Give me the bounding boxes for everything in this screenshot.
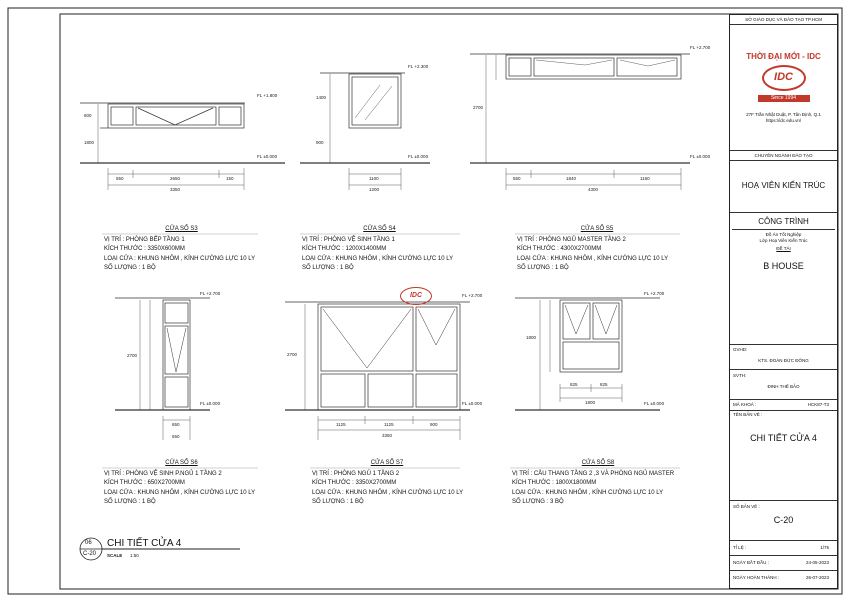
window-s8-elevation xyxy=(515,298,660,410)
tb-course xyxy=(730,400,837,411)
s4-dim-v3: 900 xyxy=(316,140,324,145)
spec-s5 xyxy=(517,225,677,274)
tb-finish-label: NGÀY HOÀN THÀNH : xyxy=(733,575,780,580)
s7-dim-3: 900 xyxy=(430,422,438,427)
tb-course-code: HCK87-T3 xyxy=(807,402,829,407)
spec-s7-location: VỊ TRÍ : PHÒNG NGỦ 1 TẦNG 2 xyxy=(312,470,400,477)
spec-s7 xyxy=(312,459,462,508)
tb-course-label: MÃ KHOÁ : xyxy=(733,402,757,407)
tb-scale-value: 1/75 xyxy=(820,545,829,550)
tb-program: HOẠ VIÊN KIẾN TRÚC xyxy=(730,161,837,213)
tb-project-line2: Lớp Hoạ Viên Kiến Trúc xyxy=(759,238,808,243)
spec-s3-title: CỬA SỔ S3 xyxy=(165,226,198,232)
window-s4-elevation xyxy=(300,73,430,190)
s8-dim-total: 1800 xyxy=(585,400,596,405)
s3-dim-3: 150 xyxy=(226,176,234,181)
s8-dim-v2: 1800 xyxy=(526,335,537,340)
spec-s7-qty: SỐ LƯỢNG : 1 BỘ xyxy=(312,499,364,505)
tb-sheet-name-label: TÊN BẢN VẼ : xyxy=(733,412,763,417)
spec-s8-title: CỬA SỔ S8 xyxy=(581,460,615,466)
spec-s6-size: KÍCH THƯỚC : 650X2700MM xyxy=(104,480,185,486)
s3-level-bottom: FL ±0.000 xyxy=(257,154,278,159)
tb-svth-label: SVTH: xyxy=(733,373,747,378)
spec-s3-qty: SỐ LƯỢNG : 1 BỘ xyxy=(104,265,156,271)
s7-dim-2: 1125 xyxy=(384,422,394,427)
tb-address: 27F Trần Nhật Duật, P. Tân Định, Q.1 xyxy=(746,112,821,117)
tb-project-line1: Đồ Án Tốt Nghiệp xyxy=(765,232,802,237)
s8-dim-2: 825 xyxy=(600,382,608,387)
tb-sheet-no-value: C-20 xyxy=(773,515,794,525)
spec-s8-size: KÍCH THƯỚC : 1800X1800MM xyxy=(512,480,597,486)
tb-topic: B HOUSE xyxy=(763,261,804,271)
tb-svth xyxy=(730,370,837,400)
tb-sheet-name xyxy=(730,411,837,501)
tb-project xyxy=(730,213,837,345)
tb-gvhd-name: KTS. ĐOÀN ĐỨC ĐÔNG xyxy=(758,358,809,363)
s3-dim-total: 3350 xyxy=(170,187,181,192)
spec-s6-type: LOẠI CỬA : KHUNG NHÔM , KÍNH CƯỜNG LỰC 10 LY xyxy=(104,489,256,496)
tb-since: Since 1994 xyxy=(758,95,810,102)
tb-sheet-name-value: CHI TIẾT CỬA 4 xyxy=(750,433,817,443)
s8-level-top: FL +2.700 xyxy=(644,291,665,296)
s8-dim-1: 825 xyxy=(570,382,578,387)
spec-s4-title: CỬA SỔ S4 xyxy=(363,226,396,232)
s3-dim-2: 2650 xyxy=(170,176,181,181)
s7-dim-1: 1125 xyxy=(336,422,346,427)
spec-s6-location: VỊ TRÍ : PHÒNG VỆ SINH P.NGỦ 1 TẦNG 2 xyxy=(104,470,222,477)
window-s3-elevation xyxy=(80,103,285,190)
s6-level-bottom: FL ±0.000 xyxy=(200,401,221,406)
title-block xyxy=(729,14,838,589)
s7-level-top: FL +2.700 xyxy=(462,293,483,298)
spec-s7-title: CỬA SỔ S7 xyxy=(370,460,404,466)
bubble-number: 06 xyxy=(85,540,92,546)
tb-dept: SỞ GIÁO DỤC VÀ ĐÀO TẠO TP.HCM xyxy=(730,15,837,25)
spec-s6-qty: SỐ LƯỢNG : 1 BỘ xyxy=(104,499,156,505)
footer-scale: 1:50 xyxy=(130,553,139,558)
spec-s4-qty: SỐ LƯỢNG : 1 BỘ xyxy=(302,265,354,271)
s5-dim-total: 4300 xyxy=(588,187,599,192)
tb-sheet-no xyxy=(730,501,837,541)
spec-s4-size: KÍCH THƯỚC : 1200X1400MM xyxy=(302,246,387,252)
idc-logo: IDC xyxy=(762,65,806,91)
footer-scale-label: SCALE xyxy=(107,553,123,558)
footer-title: CHI TIẾT CỬA 4 xyxy=(107,538,182,549)
s5-dim-v2: 2700 xyxy=(473,105,484,110)
window-s7-elevation xyxy=(285,302,470,440)
s3-dim-v1: 600 xyxy=(84,113,92,118)
tb-project-label: CÔNG TRÌNH xyxy=(758,217,809,226)
spec-s4 xyxy=(302,225,457,274)
spec-s8-qty: SỐ LƯỢNG : 3 BỘ xyxy=(512,499,564,505)
s7-dim-total: 3350 xyxy=(382,433,393,438)
s5-level-bottom: FL ±0.000 xyxy=(690,154,711,159)
s6-dim-v4: 2700 xyxy=(127,353,138,358)
spec-s6-title: CỬA SỔ S6 xyxy=(165,460,198,466)
tb-topic-label: ĐỀ TÀI xyxy=(776,246,791,251)
s4-level-bottom: FL ±0.000 xyxy=(408,154,429,159)
spec-s3-size: KÍCH THƯỚC : 3350X600MM xyxy=(104,246,185,252)
spec-s6 xyxy=(104,459,259,508)
bubble-sheet: C-20 xyxy=(83,551,97,557)
s3-dim-1: 550 xyxy=(116,176,124,181)
tb-program-label: CHUYÊN NGÀNH ĐÀO TẠO xyxy=(730,151,837,161)
spec-s3 xyxy=(104,225,259,274)
s3-level-top: FL +1.800 xyxy=(257,93,278,98)
s6-dim-total: 650 xyxy=(172,434,180,439)
tb-gvhd xyxy=(730,345,837,370)
spec-s5-type: LOẠI CỬA : KHUNG NHÔM , KÍNH CƯỜNG LỰC 10 LY xyxy=(517,255,669,262)
spec-s5-size: KÍCH THƯỚC : 4300X2700MM xyxy=(517,246,602,252)
s7-level-bottom: FL ±0.000 xyxy=(462,401,483,406)
spec-s3-location: VỊ TRÍ : PHÒNG BẾP TẦNG 1 xyxy=(104,236,185,243)
window-s6-elevation xyxy=(115,298,210,440)
s4-dim-total: 1200 xyxy=(369,187,380,192)
tb-website: https://idc.edu.vn/ xyxy=(765,118,802,123)
tb-sheet-no-label: SỐ BẢN VẼ : xyxy=(733,504,760,509)
s5-level-top: FL +2.700 xyxy=(690,45,711,50)
s5-dim-1: 550 xyxy=(513,176,521,181)
s5-dim-3: 1160 xyxy=(640,176,650,181)
spec-s7-size: KÍCH THƯỚC : 3350X2700MM xyxy=(312,480,397,486)
s7-dim-v2: 2700 xyxy=(287,352,298,357)
tb-gvhd-label: GVHD: xyxy=(733,347,748,352)
spec-s3-type: LOẠI CỬA : KHUNG NHÔM , KÍNH CƯỜNG LỰC 10 LY xyxy=(104,255,256,262)
tb-brand: THỜI ĐẠI MỚI - IDC xyxy=(746,52,821,61)
s5-dim-2: 1840 xyxy=(566,176,577,181)
s4-level-top: FL +2.300 xyxy=(408,64,429,69)
s6-dim-1: 650 xyxy=(172,422,180,427)
spec-s5-location: VỊ TRÍ : PHÒNG NGỦ MASTER TẦNG 2 xyxy=(517,236,626,243)
tb-finish xyxy=(730,571,837,588)
spec-s4-location: VỊ TRÍ : PHÒNG VỆ SINH TẦNG 1 xyxy=(302,236,395,243)
tb-svth-name: ĐINH THẾ BẢO xyxy=(767,384,800,389)
tb-scale-label: TỈ LỆ : xyxy=(733,545,747,550)
s4-dim-v1: 1400 xyxy=(316,95,327,100)
s6-level-top: FL +2.700 xyxy=(200,291,221,296)
spec-s7-type: LOẠI CỬA : KHUNG NHÔM , KÍNH CƯỜNG LỰC 10 LY xyxy=(312,489,464,496)
window-s5-elevation xyxy=(470,54,690,190)
spec-s5-title: CỬA SỔ S5 xyxy=(580,226,614,232)
spec-s8-type: LOẠI CỬA : KHUNG NHÔM , KÍNH CƯỜNG LỰC 10 LY xyxy=(512,489,664,496)
tb-start-label: NGÀY BẮT ĐẦU : xyxy=(733,560,769,565)
s8-level-bottom: FL ±0.000 xyxy=(644,401,665,406)
tb-finish-value: 26-07-2023 xyxy=(805,575,829,580)
s4-dim-1: 1100 xyxy=(369,176,379,181)
tb-logo-area xyxy=(730,25,837,151)
tb-scale xyxy=(730,541,837,556)
tb-start xyxy=(730,556,837,571)
spec-s5-qty: SỐ LƯỢNG : 1 BỘ xyxy=(517,265,569,271)
s3-dim-v3: 1800 xyxy=(84,140,95,145)
spec-s8 xyxy=(512,459,684,508)
spec-s8-location: VỊ TRÍ : CẦU THANG TẦNG 2 ,3 VÀ PHÒNG NGỦ MASTER xyxy=(512,470,675,477)
spec-s4-type: LOẠI CỬA : KHUNG NHÔM , KÍNH CƯỜNG LỰC 10 LY xyxy=(302,255,454,262)
tb-start-value: 24-05-2023 xyxy=(805,560,829,565)
idc-watermark-logo: IDC xyxy=(400,287,432,305)
